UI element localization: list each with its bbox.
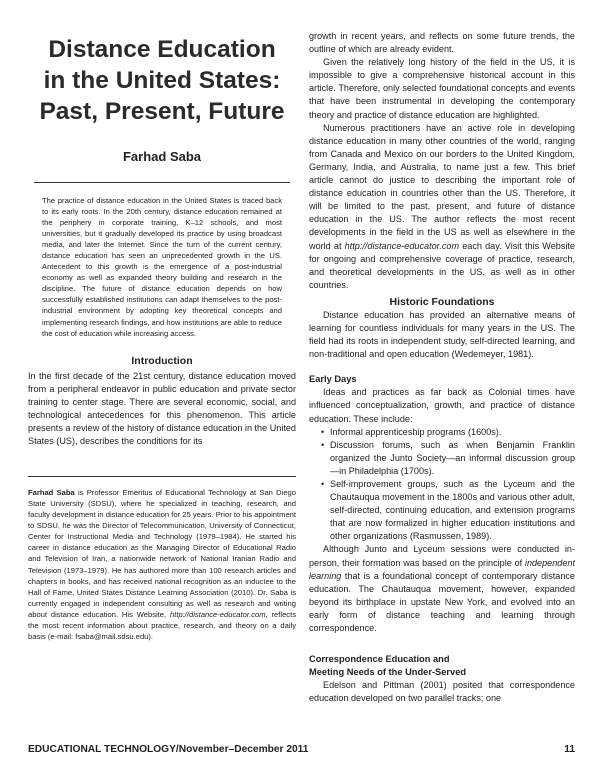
bullet-list <box>321 426 575 544</box>
introduction-heading: Introduction <box>131 354 193 367</box>
bullet-icon: • <box>321 426 325 437</box>
introduction-text: In the first decade of the 21st century, distance education moved from a peripheral endeavor in public education and private sector training to center stage. There are several economic, social, and technological antecedences for this phenomenon. This article presents a review of the history of distance education in the United States (US), describes the conditions for its <box>28 370 296 447</box>
bio-text: is Professor Emeritus of Educational Technology at San Diego State University (SDSU), where he specialized in teaching, research, and faculty development in distance education for 25 years. Prior to his appointment to SDSU, he was the Director of Telecommunication, University of Connecticut, Center for Instructional Media and Technology (1979–1984). He started his career in distance education as the Managing Director of Educational Radio and Television of Iran, a nationwide network of National Iranian Radio and Television (1973–1979). He has authored more than 100 research articles and chapters in books, and has received national recognition as an inductee to the Hall of Fame, United States Distance Learning Association (2010). Dr. Saba is currently engaged in independent consulting as well as research and writing about distance education. His Website, <box>28 488 296 619</box>
list-item <box>321 439 575 478</box>
paragraph: Ideas and practices as far back as Colonial times have influenced conceptualization, growth, and practice of distance education. These include: <box>309 387 575 424</box>
early-days-heading: Early Days <box>309 374 357 385</box>
correspondence-heading <box>309 653 575 679</box>
list-item <box>321 426 575 439</box>
emphasis-text: independent learning <box>309 557 575 581</box>
paragraph-text: each day. Visit this Website for ongoing and comprehensive coverage of practice, research, and theoretical developments in the US, as well as in other countries. <box>309 240 575 290</box>
abstract: The practice of distance education in the United States is traced back to its early roots. In the 20th century, distance education remained at the periphery in corporate training, K–12 schools, and most universities, but it gradually developed its practice by using broadcast media, and later the Internet. Since the turn of the current century, distance education has seen an unprecedented growth in the US. Antecedent to this growth is the emergence of a post-industrial economy as well as expanded theory building and research in the discipline. The future of distance education depends on how successfully established institutions can adapt themselves to the post-industrial environment by adopting key theoretical concepts and implementing research findings, and how institutions are able to reduce the cost of education while increasing access. <box>42 196 282 338</box>
paragraph: growth in recent years, and reflects on some future trends, the outline of which are already evident. <box>309 31 575 55</box>
title-line: Past, Present, Future <box>39 98 285 125</box>
page-number: 11 <box>564 744 575 755</box>
paragraph: Distance education has provided an alternative means of learning for countless individuals for many years in the US. The field had its roots in independent study, self-directed learning, and non-traditional and open education (Wedemeyer, 1981). <box>309 309 575 360</box>
paragraph: Edelson and Pittman (2001) posited that correspondence education developed on two parallel tracks; one <box>309 680 575 704</box>
paragraph-text: Although Junto and Lyceum sessions were conducted in-person, their formation was based on the principle of <box>309 544 575 568</box>
paragraph: Given the relatively long history of the field in the US, it is impossible to give a comprehensive historical account in this article. Therefore, only selected foundational concepts and events that have been instrumental in developing the contemporary theory and practice of distance education are highlighted. <box>309 57 575 120</box>
paragraph-text: Numerous practitioners have an active role in developing distance education in many other countries of the world, ranging from Canada and Mexico on our borders to the United Kingdom, Germany, India, and Australia, to name just a few. This brief article cannot do justice to describing the important role of distance education in countries other than the US. Therefore, it will be limited to the past, present, and future of distance education in the US. The author reflects the most recent developments in the field in the US as well as elsewhere in the world at <box>309 122 575 251</box>
heading-line: Meeting Needs of the Under-Served <box>309 667 467 678</box>
title-line: in the United States: <box>43 67 281 94</box>
list-item <box>321 478 575 543</box>
bio-divider <box>28 476 296 477</box>
paragraph <box>309 122 575 292</box>
title-line: Distance Education <box>48 36 276 63</box>
website-link[interactable]: http://distance-educator.com <box>344 240 460 251</box>
heading-line: Correspondence Education and <box>309 654 450 665</box>
bullet-icon: • <box>321 439 325 450</box>
paragraph <box>309 543 575 635</box>
author-name: Farhad Saba <box>122 149 202 164</box>
right-column <box>309 30 575 705</box>
bio-text-end: , reflects the most recent information about practice, research, and theory on a daily basis (e-mail: fsaba@mail.sdsu.edu). <box>28 609 296 641</box>
author-bio <box>28 487 296 642</box>
list-item-text: Self-improvement groups, such as the Lyceum and the Chautauqua movement in the 1800s and various other adult, self-directed, continuing education, and extension programs that are now formalized in higher education institutions and other organizations (Rasmussen, 1989). <box>330 479 575 542</box>
page-footer <box>28 744 575 755</box>
list-item-text: Informal apprenticeship programs (1600s). <box>330 426 502 437</box>
paragraph-text: that is a foundational concept of contemporary distance education. The Chautauqua movement, however, expanded beyond its birthplace in upstate New York, and evolved into an early form of distance teaching and learning through correspondence. <box>309 570 575 634</box>
article-title <box>28 34 296 127</box>
list-item-text: Discussion forums, such as when Benjamin Franklin organized the Junto Society—an informal discussion group—in Philadelphia (1700s). <box>330 439 575 476</box>
bio-author-name: Farhad Saba <box>28 488 75 498</box>
left-column <box>28 28 296 642</box>
abstract-divider <box>34 182 290 183</box>
bio-website-link[interactable]: http://distance-educator.com <box>170 609 266 619</box>
journal-citation: EDUCATIONAL TECHNOLOGY/November–December 2011 <box>28 744 309 755</box>
historic-foundations-heading: Historic Foundations <box>389 295 495 308</box>
bullet-icon: • <box>321 479 325 489</box>
